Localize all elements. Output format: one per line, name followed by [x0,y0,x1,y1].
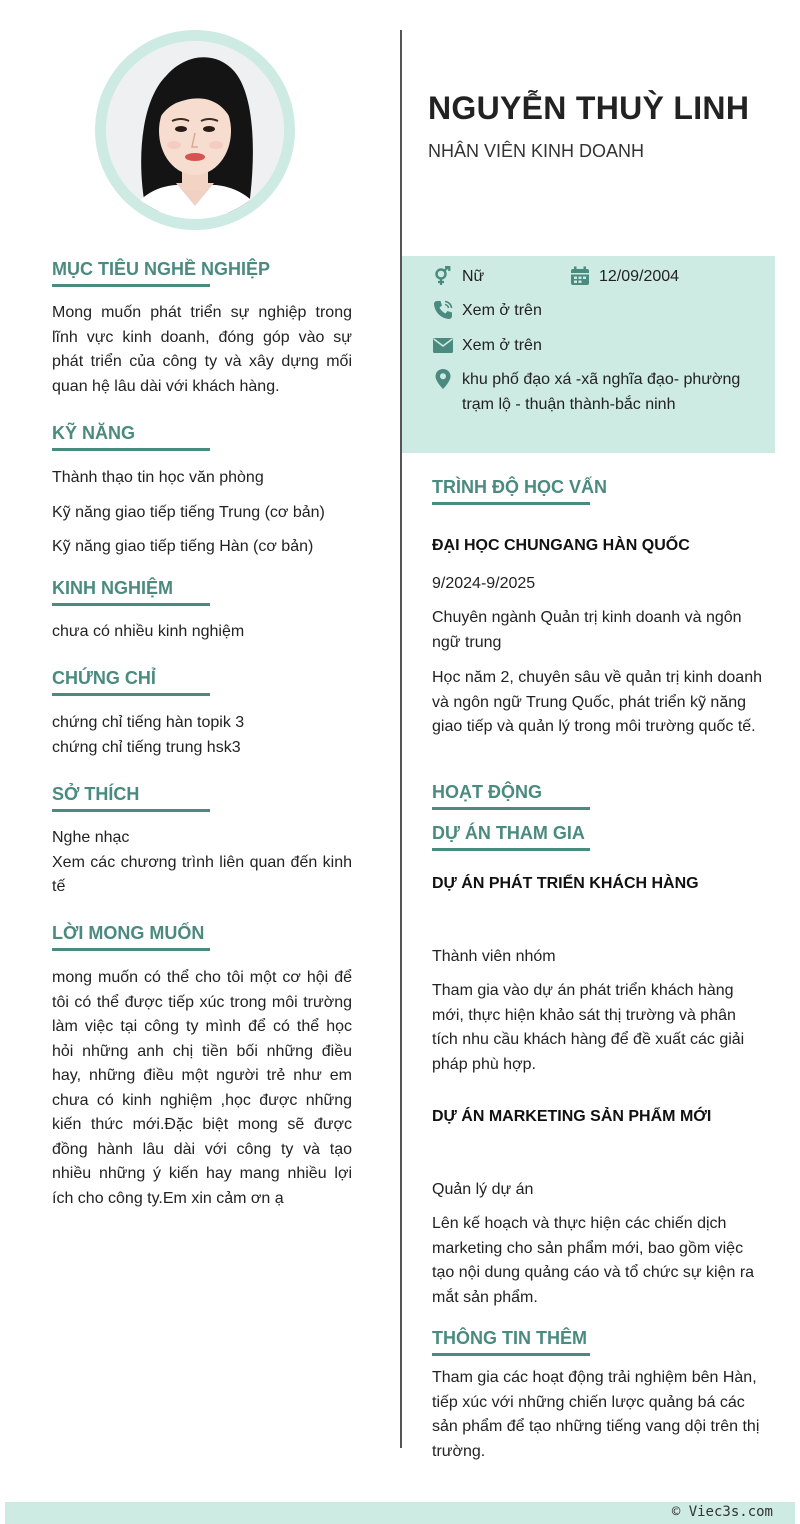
objective-text: Mong muốn phát triển sự nghiệp trong lĩnh vực kinh doanh, đóng góp vào sự phát triển của công ty và xây dựng mối quan hệ lâu dài với khách hàng. [52,304,352,395]
objective-heading: MỤC TIÊU NGHỀ NGHIỆP [52,259,210,287]
experience-heading: KINH NGHIỆM [52,578,210,606]
avatar-frame [95,30,295,230]
experience-text: chưa có nhiều kinh nghiệm [52,623,245,640]
column-divider [400,30,402,1448]
project-name: DỰ ÁN MARKETING SẢN PHẨM MỚI [432,1108,712,1125]
phone-icon [432,299,454,321]
birthday-value: 12/09/2004 [599,268,680,285]
hobby-item: Nghe nhạc [52,829,130,846]
hobbies-list [52,826,352,900]
education-description: Học năm 2, chuyên sâu về quản trị kinh doanh và ngôn ngữ Trung Quốc, phát triển kỹ năng giao tiếp và quản lý trong môi trường quốc tế. [432,669,762,735]
wish-heading: LỜI MONG MUỐN [52,923,210,951]
project-description: Tham gia vào dự án phát triển khách hàng mới, thực hiện khảo sát thị trường và phân tích nhu cầu khách hàng để đề xuất các giải pháp phù hợp. [432,982,745,1073]
avatar [106,41,284,219]
school-period: 9/2024-9/2025 [432,575,536,592]
certificates-heading: CHỨNG CHỈ [52,668,210,696]
job-title: NHÂN VIÊN KINH DOANH [428,141,645,161]
address-row [432,368,762,417]
hobbies-heading: SỞ THÍCH [52,784,210,812]
email-value: Xem ở trên [462,337,542,354]
footer-copyright: © Viec3s.com [671,1504,773,1520]
project-name: DỰ ÁN PHÁT TRIỂN KHÁCH HÀNG [432,875,699,892]
location-icon [432,368,454,390]
extra-info-heading: THÔNG TIN THÊM [432,1328,590,1356]
gender-icon [432,265,454,287]
birthday-row [569,265,679,290]
education-heading: TRÌNH ĐỘ HỌC VẤN [432,477,590,505]
address-value: khu phố đạo xá -xã nghĩa đạo- phường trạm lộ - thuận thành-bắc ninh [462,371,741,413]
skills-list [52,466,372,560]
calendar-icon [569,265,591,287]
certificate-item: chứng chỉ tiếng trung hsk3 [52,738,241,756]
phone-row [432,299,542,324]
extra-info-text: Tham gia các hoạt động trải nghiệm bên Hàn, tiếp xúc với những chiến lược quảng bá các sản phẩm để tạo những tiếng vang dội trên thị trường. [432,1369,760,1460]
activities-heading: HOẠT ĐỘNG [432,782,590,810]
candidate-name: NGUYỄN THUỲ LINH [428,90,750,126]
gender-row [432,265,484,290]
wish-text: mong muốn có thể cho tôi một cơ hội để tôi có thể được tiếp xúc trong môi trường làm việc tại công ty mình để có thể học hỏi những anh chị tiền bối những điều hay, những điều một người trẻ như em chưa có kinh nghiệm ,học được những kiến thức mới.Đặc biệt mong sẽ được đồng hành lâu dài với công ty và tạo nhiều những ý kiến hay mang nhiều lợi ích cho công ty.Em xin cảm ơn ạ [52,969,352,1207]
certificates-list [52,711,352,760]
project-role: Thành viên nhóm [432,948,556,965]
email-icon [432,334,454,356]
school-name: ĐẠI HỌC CHUNGANG HÀN QUỐC [432,537,690,554]
skill-item: Thành thạo tin học văn phòng [52,469,264,486]
skill-item: Kỹ năng giao tiếp tiếng Trung (cơ bản) [52,503,325,521]
email-row [432,334,542,359]
contact-panel [402,256,775,453]
portrait-photo [106,41,284,219]
projects-heading: DỰ ÁN THAM GIA [432,823,590,851]
skills-heading: KỸ NĂNG [52,423,210,451]
hobby-item: Xem các chương trình liên quan đến kinh tế [52,853,352,895]
skill-item: Kỹ năng giao tiếp tiếng Hàn (cơ bản) [52,538,314,555]
project-role: Quản lý dự án [432,1181,534,1198]
project-description: Lên kế hoạch và thực hiện các chiến dịch marketing cho sản phẩm mới, bao gồm việc tạo nội dung quảng cáo và tổ chức sự kiện ra mắt sản phẩm. [432,1215,755,1306]
phone-value: Xem ở trên [462,302,542,319]
footer-bar [5,1502,795,1524]
school-major: Chuyên ngành Quản trị kinh doanh và ngôn ngữ trung [432,609,742,651]
certificate-item: chứng chỉ tiếng hàn topik 3 [52,714,245,731]
gender-value: Nữ [462,268,485,285]
